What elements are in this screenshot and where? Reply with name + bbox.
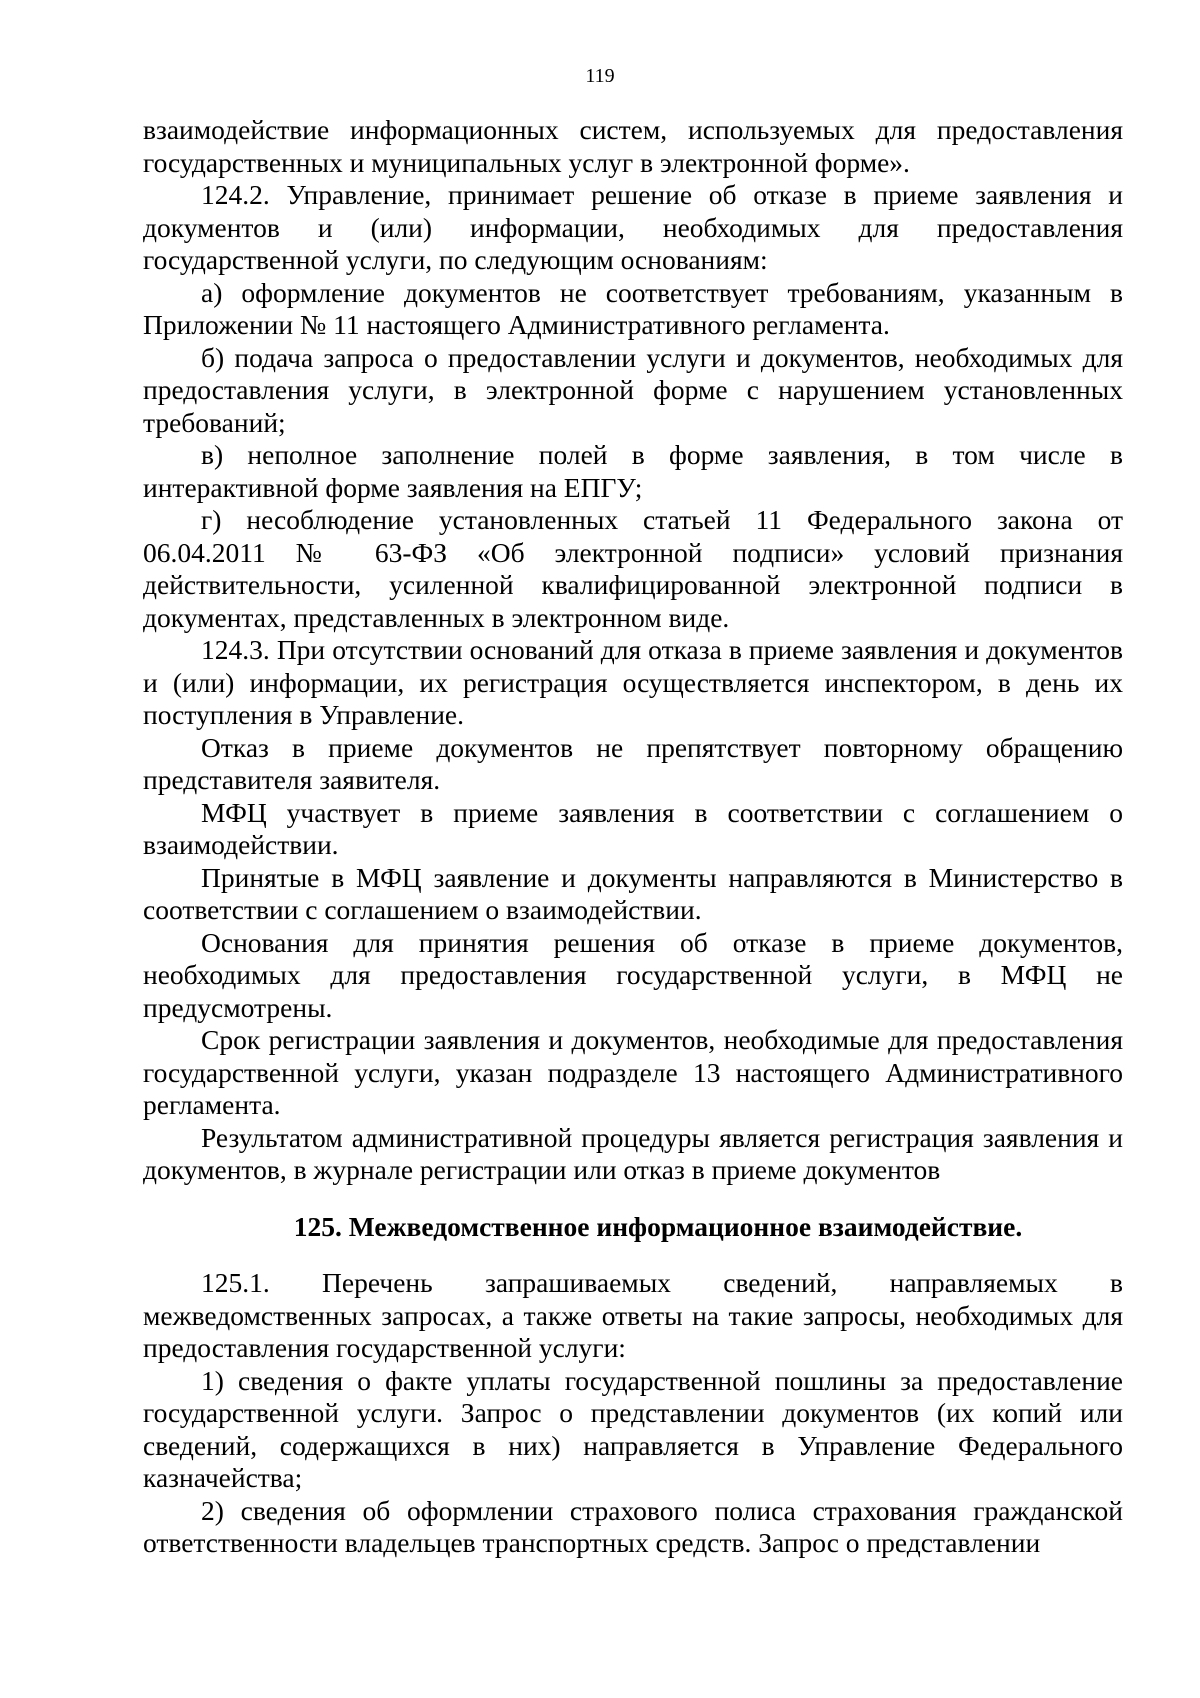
paragraph-mfc-participation: МФЦ участвует в приеме заявления в соответствии с соглашением о взаимодействии. xyxy=(143,796,1123,860)
paragraph-mfc-forwarding: Принятые в МФЦ заявление и документы направляются в Министерство в соответствии с соглашением о взаимодействии. xyxy=(143,861,1123,925)
list-item-2: 2) сведения об оформлении страхового полиса страхования гражданской ответственности владельцев транспортных средств. Запрос о представлении xyxy=(143,1494,1123,1558)
document-body xyxy=(143,114,1123,1560)
list-item-b: б) подача запроса о предоставлении услуги и документов, необходимых для предоставления услуги, в электронной форме с нарушением установленных требований; xyxy=(143,341,1123,438)
list-item-v: в) неполное заполнение полей в форме заявления, в том числе в интерактивной форме заявления на ЕПГУ; xyxy=(143,439,1123,503)
section-heading-125: 125. Межведомственное информационное взаимодействие. xyxy=(293,1210,1023,1242)
paragraph-procedure-result: Результатом административной процедуры является регистрация заявления и документов, в журнале регистрации или отказ в приеме документов xyxy=(143,1121,1123,1185)
list-item-a: а) оформление документов не соответствует требованиям, указанным в Приложении № 11 настоящего Административного регламента. xyxy=(143,276,1123,340)
paragraph-125-1: 125.1. Перечень запрашиваемых сведений, направляемых в межведомственных запросах, а также ответы на такие запросы, необходимых для предоставления государственной услуги: xyxy=(143,1267,1123,1363)
paragraph-refusal: Отказ в приеме документов не препятствует повторному обращению представителя заявителя. xyxy=(143,731,1123,795)
paragraph-124-3: 124.3. При отсутствии оснований для отказа в приеме заявления и документов и (или) информации, их регистрация осуществляется инспектором, в день их поступления в Управление. xyxy=(143,634,1123,730)
paragraph-continuation: взаимодействие информационных систем, используемых для предоставления государственных и муниципальных услуг в электронной форме». xyxy=(143,114,1123,178)
page-number: 119 xyxy=(585,65,615,87)
paragraph-registration-term: Срок регистрации заявления и документов, необходимые для предоставления государственной услуги, указан подразделе 13 настоящего Административного регламента. xyxy=(143,1024,1123,1120)
list-item-g: г) несоблюдение установленных статьей 11 Федерального закона от 06.04.2011 № 63-ФЗ «Об электронной подписи» условий признания действительности, усиленной квалифицированной электронной подписи в документах, представленных в электронном виде. xyxy=(143,504,1123,633)
paragraph-mfc-grounds: Основания для принятия решения об отказе в приеме документов, необходимых для предоставления государственной услуги, в МФЦ не предусмотрены. xyxy=(143,926,1123,1023)
paragraph-124-2: 124.2. Управление, принимает решение об отказе в приеме заявления и документов и (или) информации, необходимых для предоставления государственной услуги, по следующим основаниям: xyxy=(143,179,1123,275)
list-item-1: 1) сведения о факте уплаты государственной пошлины за предоставление государственной услуги. Запрос о представлении документов (их копий или сведений, содержащихся в них) направляется в Управление Федерального казначейства; xyxy=(143,1364,1123,1493)
